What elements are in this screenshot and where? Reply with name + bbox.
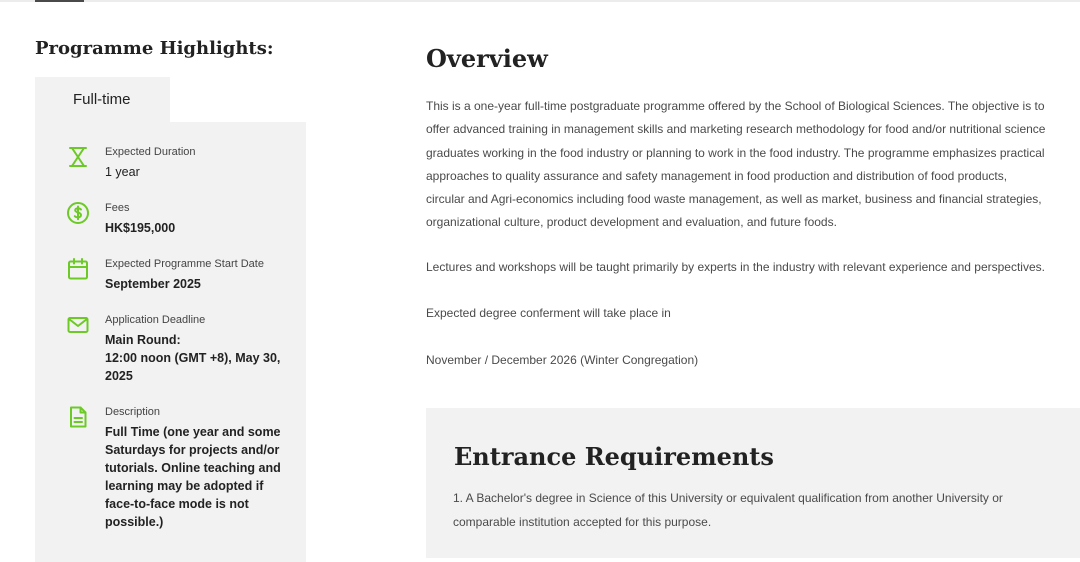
hourglass-icon xyxy=(66,145,90,169)
lectures-paragraph: Lectures and workshops will be taught primarily by experts in the industry with relevant experience and perspectives. xyxy=(426,260,1045,274)
conferment-date: November / December 2026 (Winter Congregation) xyxy=(426,353,699,367)
tab-full-time[interactable]: Full-time xyxy=(35,77,170,122)
highlight-value: September 2025 xyxy=(105,277,201,291)
highlight-label: Expected Duration xyxy=(105,146,196,158)
overview-title: Overview xyxy=(426,44,548,73)
entrance-requirement-item: 1. A Bachelor's degree in Science of this University or equivalent qualification from another University or comparable institution accepted for this purpose. xyxy=(453,491,1003,529)
envelope-icon xyxy=(66,313,90,337)
document-icon xyxy=(66,405,90,429)
highlight-value: Main Round: 12:00 noon (GMT +8), May 30, 2025 xyxy=(105,333,281,383)
highlight-label: Fees xyxy=(105,202,130,214)
top-divider xyxy=(0,0,1080,2)
entrance-requirements-title: Entrance Requirements xyxy=(454,442,774,471)
highlight-value: 1 year xyxy=(105,165,140,179)
dollar-circle-icon xyxy=(66,201,90,225)
highlight-value: Full Time (one year and some Saturdays for projects and/or tutorials. Online teaching and learning may be adopted if face-to-face mode is not possible.) xyxy=(105,425,281,529)
active-tab-indicator xyxy=(35,0,84,2)
calendar-icon xyxy=(66,257,90,281)
highlights-title: Programme Highlights: xyxy=(35,38,274,59)
conferment-intro: Expected degree conferment will take place in xyxy=(426,306,671,320)
highlight-value: HK$195,000 xyxy=(105,221,176,235)
highlight-label: Expected Programme Start Date xyxy=(105,258,264,270)
highlight-label: Application Deadline xyxy=(105,314,206,326)
overview-paragraph: This is a one-year full-time postgraduate programme offered by the School of Biological Sciences. The objective is to offer advanced training in management skills and marketing research methodology for food and/or nutritional science graduates working in the food industry or planning to work in the food industry. The programme emphasizes practical approaches to quality assurance and safety management in food production and distribution of food products, circular and Agri-economics including food waste management, as well as market, business and financial strategies, organizational culture, product development and evaluation, and future foods. xyxy=(426,99,1046,230)
entrance-requirements-section xyxy=(426,408,1080,558)
highlights-panel xyxy=(35,122,306,562)
highlight-label: Description xyxy=(105,406,161,418)
